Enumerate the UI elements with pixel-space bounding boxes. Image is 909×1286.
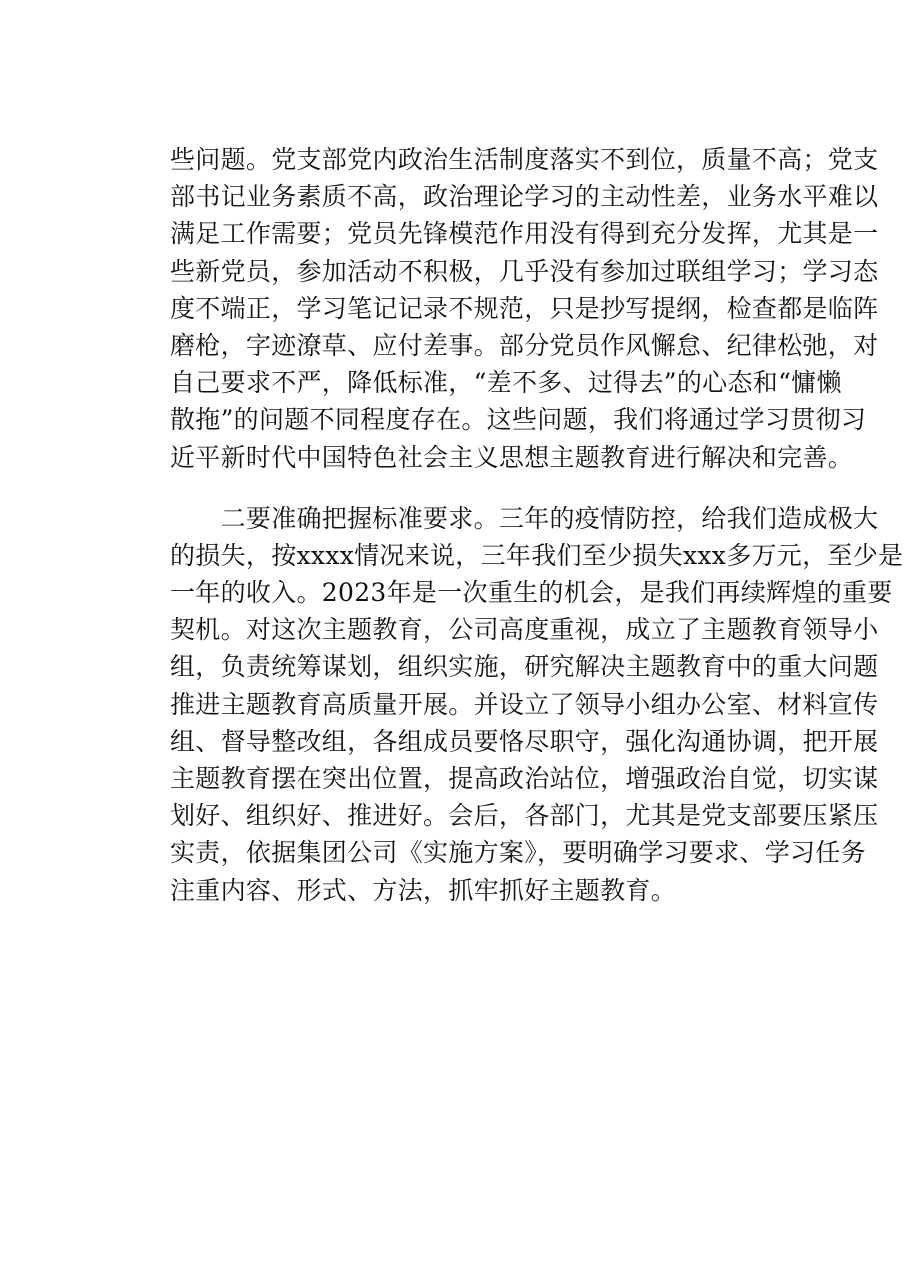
text-line: 自己要求不严，降低标准，“差不多、过得去”的心态和“慵懒 bbox=[170, 368, 842, 398]
paragraph-2 bbox=[170, 500, 904, 909]
text-line: 散拖”的问题不同程度存在。这些问题，我们将通过学习贯彻习 bbox=[170, 405, 867, 435]
text-line: 磨枪，字迹潦草、应付差事。部分党员作风懈怠、纪律松弛，对 bbox=[170, 330, 879, 360]
text-line: 契机。对这次主题教育，公司高度重视，成立了主题教育领导小 bbox=[170, 615, 879, 645]
text-line: 划好、组织好、推进好。会后，各部门，尤其是党支部要压紧压 bbox=[170, 801, 879, 831]
text-line: 些问题。党支部党内政治生活制度落实不到位，质量不高；党支 bbox=[170, 145, 879, 174]
text-line: 组、督导整改组，各组成员要恪尽职守，强化沟通协调，把开展 bbox=[170, 726, 879, 756]
text-line: 度不端正，学习笔记记录不规范，只是抄写提纲，检查都是临阵 bbox=[170, 293, 879, 323]
text-line: 的损失，按xxxx情况来说，三年我们至少损失xxx多万元，至少是 bbox=[170, 540, 904, 570]
text-line: 实责，依据集团公司《实施方案》，要明确学习要求、学习任务 bbox=[170, 838, 866, 868]
text-line: 注重内容、形式、方法，抓牢抓好主题教育。 bbox=[170, 875, 677, 905]
text-line: 二要准确把握标准要求。三年的疫情防控，给我们造成极大 bbox=[170, 503, 879, 533]
text-line: 一年的收入。2023年是一次重生的机会，是我们再续辉煌的重要 bbox=[170, 578, 893, 608]
text-line: 近平新时代中国特色社会主义思想主题教育进行解决和完善。 bbox=[170, 442, 854, 472]
text-line: 部书记业务素质不高，政治理论学习的主动性差，业务水平难以 bbox=[170, 182, 879, 212]
text-line: 满足工作需要；党员先锋模范作用没有得到充分发挥，尤其是一 bbox=[170, 219, 879, 249]
text-line: 推进主题教育高质量开展。并设立了领导小组办公室、材料宣传 bbox=[170, 689, 879, 719]
paragraph-1 bbox=[170, 141, 879, 476]
text-line: 些新党员，参加活动不积极，几乎没有参加过联组学习；学习态 bbox=[170, 256, 879, 286]
text-line: 主题教育摆在突出位置，提高政治站位，增强政治自觉，切实谋 bbox=[170, 764, 879, 793]
document-body bbox=[170, 141, 904, 909]
paragraph-gap bbox=[170, 476, 770, 500]
text-line: 组，负责统筹谋划，组织实施，研究解决主题教育中的重大问题 bbox=[170, 652, 879, 682]
